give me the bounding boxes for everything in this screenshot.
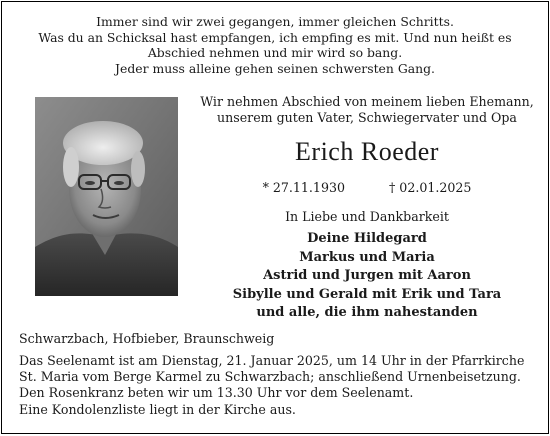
birth-date: * 27.11.1930 bbox=[262, 180, 345, 195]
farewell-intro bbox=[190, 94, 544, 126]
memorial-poem bbox=[2, 14, 548, 76]
details-line: St. Maria vom Berge Karmel zu Schwarzbach; anschließend Urnenbeisetzung. bbox=[19, 369, 521, 385]
intro-line: unserem guten Vater, Schwiegervater und Opa bbox=[217, 109, 517, 125]
mourner-line: und alle, die ihm nahestanden bbox=[256, 305, 478, 321]
mourner-line: Markus und Maria bbox=[299, 249, 435, 265]
service-details bbox=[19, 353, 524, 418]
poem-line: Was du an Schicksal hast empfangen, ich empfing es mit. Und nun heißt es bbox=[38, 29, 512, 45]
death-date: † 02.01.2025 bbox=[389, 180, 472, 195]
places-line: Schwarzbach, Hofbieber, Braunschweig bbox=[19, 331, 275, 346]
poem-line: Immer sind wir zwei gegangen, immer gleichen Schritts. bbox=[96, 14, 454, 29]
portrait-photo-graphic bbox=[35, 97, 178, 296]
mourner-line: Deine Hildegard bbox=[307, 231, 427, 246]
life-dates bbox=[190, 180, 544, 196]
details-line: Den Rosenkranz beten wir um 13.30 Uhr vor dem Seelenamt. bbox=[19, 385, 414, 401]
portrait-photo bbox=[35, 97, 178, 296]
obituary-notice bbox=[1, 1, 549, 434]
mourner-line: Sibylle und Gerald mit Erik und Tara bbox=[232, 286, 502, 302]
love-gratitude-line: In Liebe und Dankbarkeit bbox=[285, 209, 449, 224]
poem-line: Abschied nehmen und mir wird so bang. bbox=[147, 45, 403, 61]
mourners-list bbox=[190, 230, 544, 323]
deceased-name: Erich Roeder bbox=[295, 137, 439, 166]
details-line: Das Seelenamt ist am Dienstag, 21. Januar 2025, um 14 Uhr in der Pfarrkirche bbox=[19, 353, 525, 368]
details-line: Eine Kondolenzliste liegt in der Kirche aus. bbox=[19, 401, 296, 417]
mourner-line: Astrid und Jurgen mit Aaron bbox=[263, 268, 471, 284]
intro-line: Wir nehmen Abschied von meinem lieben Ehemann, bbox=[200, 94, 534, 109]
poem-line: Jeder muss alleine gehen seinen schwersten Gang. bbox=[115, 60, 435, 76]
